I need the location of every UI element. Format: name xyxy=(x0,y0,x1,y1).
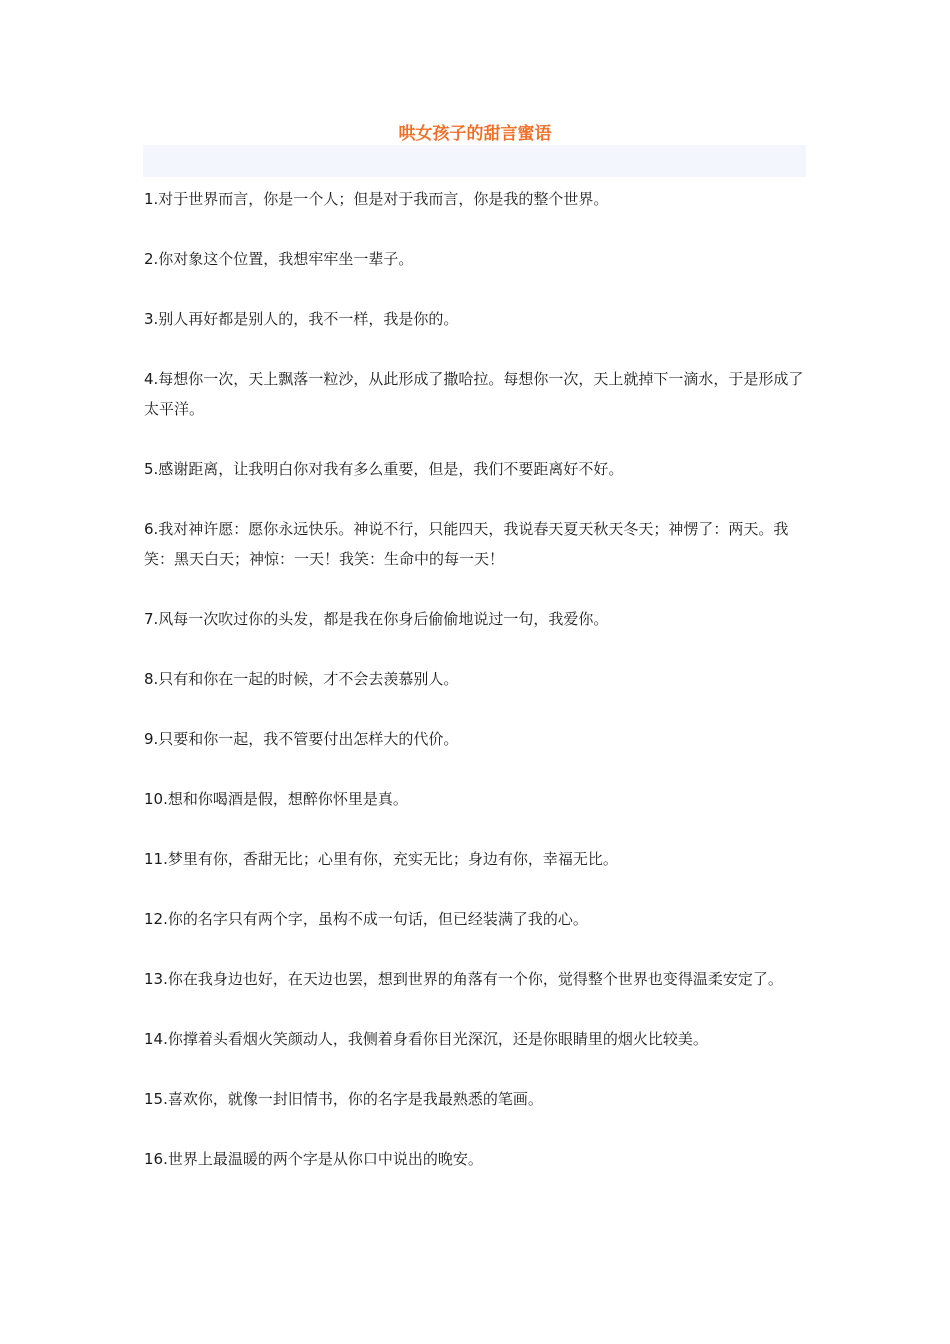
document-title: 哄女孩子的甜言蜜语 xyxy=(398,124,552,144)
list-item: 3.别人再好都是别人的，我不一样，我是你的。 xyxy=(144,310,459,328)
sweet-words-list xyxy=(144,184,808,1204)
list-item: 5.感谢距离，让我明白你对我有多么重要，但是，我们不要距离好不好。 xyxy=(144,460,624,478)
title-band xyxy=(143,145,806,177)
list-item: 16.世界上最温暖的两个字是从你口中说出的晚安。 xyxy=(144,1150,483,1168)
list-item: 9.只要和你一起，我不管要付出怎样大的代价。 xyxy=(144,730,459,748)
list-item: 7.风每一次吹过你的头发，都是我在你身后偷偷地说过一句，我爱你。 xyxy=(144,610,609,628)
list-item: 13.你在我身边也好，在天边也罢，想到世界的角落有一个你，觉得整个世界也变得温柔安定了。 xyxy=(144,970,783,988)
list-item: 10.想和你喝酒是假，想醉你怀里是真。 xyxy=(144,790,408,808)
list-item: 1.对于世界而言，你是一个人；但是对于我而言，你是我的整个世界。 xyxy=(144,190,609,208)
list-item: 8.只有和你在一起的时候，才不会去羡慕别人。 xyxy=(144,670,459,688)
list-item: 4.每想你一次，天上飘落一粒沙，从此形成了撒哈拉。每想你一次，天上就掉下一滴水，于是形成了太平洋。 xyxy=(144,370,804,418)
list-item: 6.我对神许愿：愿你永远快乐。神说不行，只能四天，我说春天夏天秋天冬天；神愣了：两天。我笑：黑天白天；神惊：一天！我笑：生命中的每一天！ xyxy=(144,520,789,568)
list-item: 2.你对象这个位置，我想牢牢坐一辈子。 xyxy=(144,250,414,268)
list-item: 11.梦里有你，香甜无比；心里有你，充实无比；身边有你，幸福无比。 xyxy=(144,850,618,868)
list-item: 14.你撑着头看烟火笑颜动人，我侧着身看你目光深沉，还是你眼睛里的烟火比较美。 xyxy=(144,1030,708,1048)
list-item: 12.你的名字只有两个字，虽构不成一句话，但已经装满了我的心。 xyxy=(144,910,588,928)
list-item: 15.喜欢你，就像一封旧情书，你的名字是我最熟悉的笔画。 xyxy=(144,1090,543,1108)
